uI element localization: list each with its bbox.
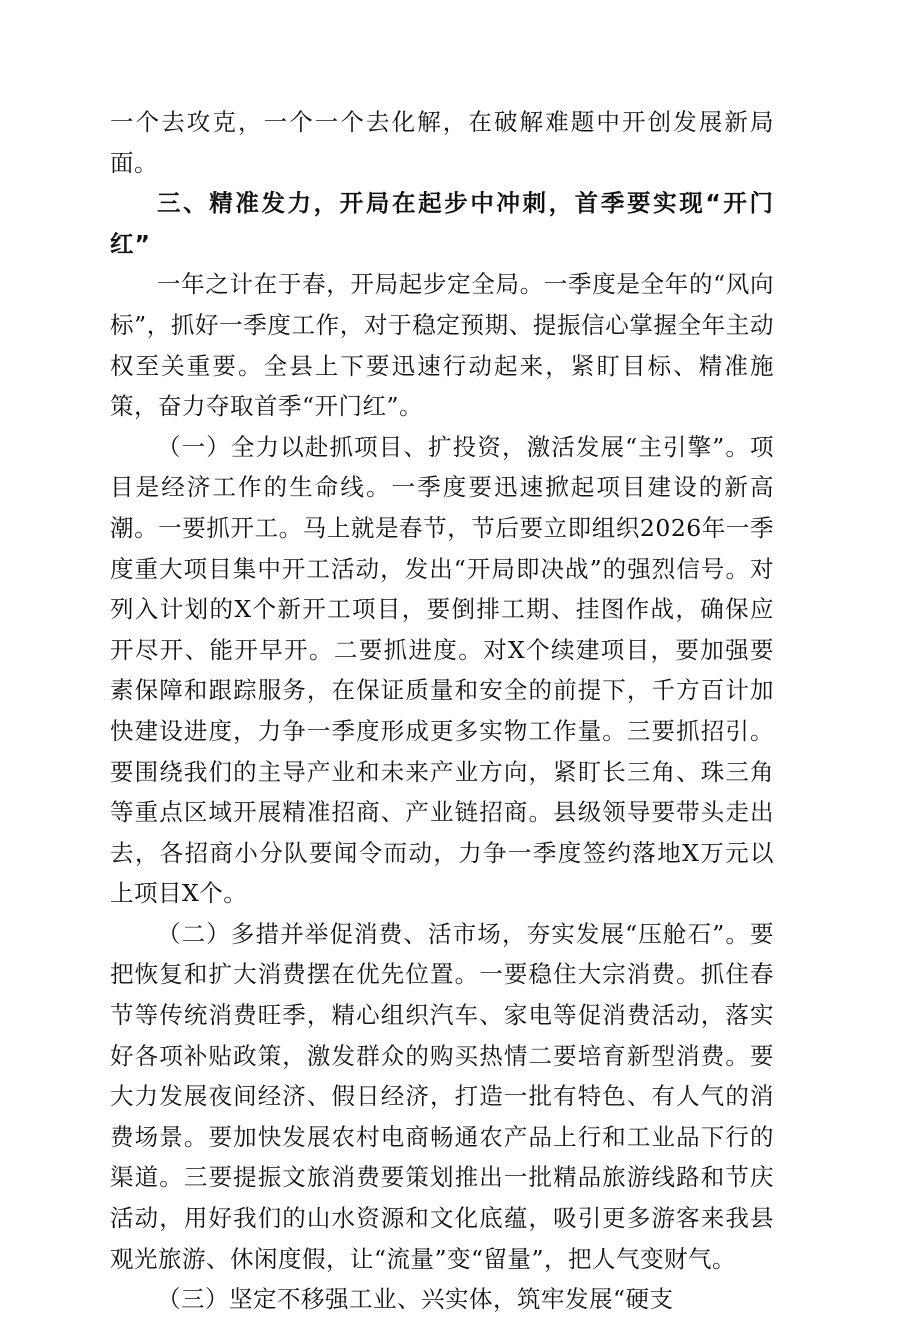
paragraph-consumption: （二）多措并举促消费、活市场，夯实发展“压舱石”。要把恢复和扩大消费摆在优先位置。一要稳住大宗消费。抓住春节等传统消费旺季，精心组织汽车、家电等促消费活动，落实好各项补贴政策，激发群众的购买热情二要培育新型消费。要大力发展夜间经济、假日经济，打造一批有特色、有人气的消费场景。要加快发展农村电商畅通农产品上行和工业品下行的渠道。三要提振文旅消费要策划推出一批精品旅游线路和节庆活动，用好我们的山水资源和文化底蕴，吸引更多游客来我县观光旅游、休闲度假，让“流量”变“留量”，把人气变财气。 — [110, 919, 774, 1273]
paragraph-projects: （一）全力以赴抓项目、扩投资，激活发展“主引擎”。项目是经济工作的生命线。一季度要迅速掀起项目建设的新高潮。一要抓开工。马上就是春节，节后要立即组织2026年一季度重大项目集中开工活动，发出“开局即决战”的强烈信号。对列入计划的X个新开工项目，要倒排工期、挂图作战，确保应开尽开、能开早开。二要抓进度。对X个续建项目，要加强要素保障和跟踪服务，在保证质量和安全的前提下，千方百计加快建设进度，力争一季度形成更多实物工作量。三要抓招引。要围绕我们的主导产业和未来产业方向，紧盯长三角、珠三角等重点区域开展精准招商、产业链招商。县级领导要带头走出去，各招商小分队要闻令而动，力争一季度签约落地X万元以上项目X个。 — [110, 432, 774, 908]
paragraph-industry: （三）坚定不移强工业、兴实体，筑牢发展“硬支 — [157, 1285, 674, 1314]
paragraph-intro: 一年之计在于春，开局起步定全局。一季度是全年的“风向标”，抓好一季度工作，对于稳定预期、提振信心掌握全年主动权至关重要。全县上下要迅速行动起来，紧盯目标、精准施策，奋力夺取首季“开门红”。 — [110, 270, 774, 421]
document-page — [110, 102, 774, 1320]
paragraph-continued: 一个去攻克，一个一个去化解，在破解难题中开创发展新局面。 — [110, 108, 774, 177]
section-heading: 三、精准发力，开局在起步中冲刺，首季要实现“开门红” — [110, 189, 774, 258]
